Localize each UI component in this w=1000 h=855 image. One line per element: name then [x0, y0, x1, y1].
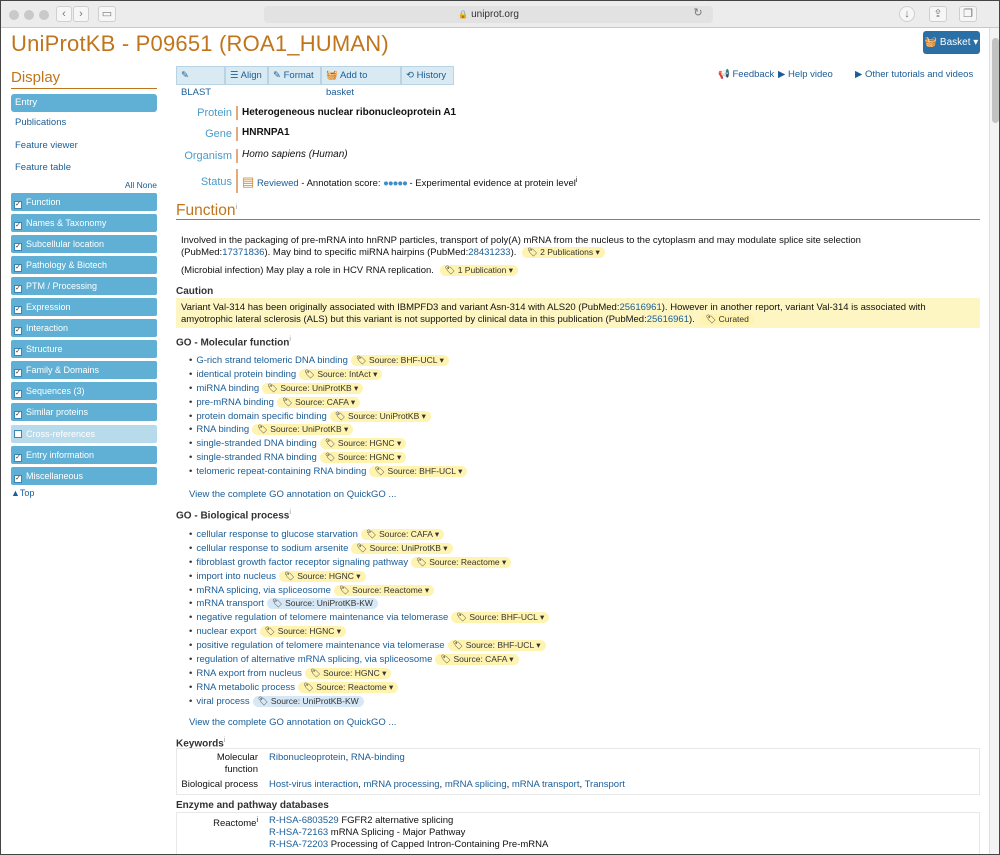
publication-pill[interactable]: 🏷 1 Publication ▾ [440, 265, 518, 276]
keywords-bp-label: Biological process [181, 779, 258, 790]
section-label: Family & Domains [26, 365, 100, 376]
evidence-source-pill[interactable] [252, 424, 353, 435]
evidence-source-pill[interactable] [277, 397, 360, 408]
feedback-link[interactable]: 📢 Feedback [718, 69, 775, 80]
checkbox-icon[interactable]: ✓ [15, 284, 21, 292]
go-term-link[interactable]: miRNA binding [196, 382, 260, 394]
evidence-source-pill[interactable] [369, 466, 467, 477]
tag-icon: 🏷 [356, 542, 370, 553]
go-term-link[interactable]: nuclear export [196, 626, 257, 638]
section-label: Sequences (3) [26, 386, 85, 397]
info-icon[interactable]: i [223, 737, 226, 744]
pubmed-link[interactable]: 28431233 [468, 247, 511, 258]
curated-pill[interactable]: 🏷 Curated [700, 314, 753, 325]
evidence-source-pill[interactable] [267, 598, 378, 609]
go-term-link[interactable]: RNA export from nucleus [196, 667, 302, 679]
go-term-link[interactable]: import into nucleus [196, 570, 277, 582]
gene-label: Gene [205, 128, 232, 140]
reactome-row: R-HSA-6803529 FGFR2 alternative splicing [269, 815, 454, 826]
tag-icon: 🏷 [440, 654, 454, 665]
checkbox-icon[interactable]: ✓ [15, 242, 21, 250]
go-term-link[interactable]: pre-mRNA binding [196, 396, 274, 408]
source-label: Source: BHF-UCL [469, 612, 538, 623]
source-label: Source: UniProtKB-KW [285, 598, 373, 609]
evidence-source-pill[interactable] [320, 452, 406, 463]
pubmed-link[interactable]: 25616961 [646, 314, 690, 325]
sidebar-toggle-button[interactable]: ▭ [98, 6, 116, 22]
section-label: Entry information [26, 449, 95, 460]
source-label: Source: IntAct [317, 368, 371, 379]
pubmed-link[interactable]: 17371836 [222, 247, 265, 258]
checkbox-icon[interactable]: ✓ [15, 411, 21, 419]
section-toggle[interactable] [11, 193, 157, 211]
status-label: Status [200, 176, 232, 188]
section-label: Subcellular location [26, 238, 105, 249]
tabs-icon[interactable]: ❐ [959, 6, 977, 22]
go-term-row [189, 528, 549, 542]
caution-text-cont: amyotrophic lateral sclerosis (ALS) but this variant is not supported by clinical data in this publication (PubMed:25616961). 🏷 Curated [181, 314, 754, 326]
reactome-label: Reactome$^i$ [213, 817, 258, 830]
checkbox-icon[interactable]: ✓ [15, 348, 21, 356]
go-mf-heading: GO - Molecular function$^i$ [176, 336, 291, 349]
sidebar [11, 69, 157, 498]
reactome-link[interactable]: R-HSA-72163 [269, 827, 329, 838]
source-label: Source: CAFA [295, 396, 349, 407]
evidence-source-pill[interactable] [451, 612, 549, 623]
format-icon: ✎ [273, 70, 281, 81]
go-term-row [189, 423, 467, 437]
go-bp-list [189, 528, 549, 709]
go-term-row [189, 354, 467, 368]
source-label: Source: UniProtKB [369, 542, 441, 553]
evidence-level: - Experimental evidence at protein level [409, 178, 576, 189]
protein-name: Heterogeneous nuclear ribonucleoprotein A1 [242, 107, 457, 118]
tag-icon: 🏷 [271, 598, 286, 609]
info-icon[interactable]: i [289, 336, 291, 343]
basket-icon: 🧺 [326, 70, 338, 81]
go-term-row [189, 396, 467, 410]
go-bp-heading: GO - Biological process$^i$ [176, 509, 291, 522]
checkbox-icon[interactable]: ✓ [15, 305, 21, 313]
checkbox-icon[interactable] [14, 430, 22, 438]
go-term-row [189, 653, 549, 667]
info-icon[interactable]: i [256, 817, 258, 824]
keyword-link[interactable]: mRNA splicing [444, 779, 507, 790]
go-term-link[interactable]: single-stranded RNA binding [196, 452, 317, 464]
source-label: Source: BHF-UCL [387, 466, 456, 477]
annotation-score-dots: ●●●●● [383, 178, 407, 189]
checkbox-icon[interactable]: ✓ [15, 390, 21, 398]
evidence-source-pill[interactable] [320, 438, 406, 449]
annotation-score-label: - Annotation score: [301, 178, 381, 189]
source-label: Source: HGNC [337, 438, 395, 449]
chevron-down-icon: ▾ [394, 438, 402, 449]
all-none-toggle[interactable]: All None [124, 179, 157, 190]
section-toggle[interactable] [11, 425, 157, 443]
section-toggle[interactable] [11, 340, 157, 358]
align-icon: ☰ [230, 70, 239, 81]
go-term-link[interactable]: mRNA splicing, via spliceosome [196, 584, 331, 596]
blast-icon: ✎ [181, 70, 189, 81]
caution-text: Variant Val-314 has been originally associated with IBMPFD3 and variant Asn-314 with ALS20 (PubMed:25616961). However in another report, variant Val-314 is associated with [181, 302, 926, 313]
tag-icon: 🏷 [264, 626, 278, 637]
close-window-button[interactable] [9, 10, 19, 20]
go-term-link[interactable]: mRNA transport [196, 598, 264, 610]
tag-icon: 🏷 [257, 424, 271, 435]
section-label: Names & Taxonomy [26, 217, 107, 228]
chevron-down-icon: ▾ [499, 556, 507, 567]
go-term-link[interactable]: regulation of alternative mRNA splicing, via spliceosome [196, 654, 433, 666]
source-label: Source: UniProtKB [270, 424, 342, 435]
evidence-source-pill[interactable] [448, 640, 546, 651]
reactome-row: R-HSA-72163 mRNA Splicing - Major Pathway [269, 827, 466, 838]
forward-button[interactable]: › [73, 6, 89, 22]
section-list [11, 193, 157, 485]
keywords-heading: Keywords$^i$ [176, 737, 226, 750]
url-text: uniprot.org [471, 9, 519, 20]
organism-label: Organism [184, 150, 232, 162]
go-term-row [189, 695, 549, 709]
section-toggle[interactable] [11, 235, 157, 253]
view-feature-viewer[interactable]: Feature viewer [15, 139, 78, 151]
pubmed-link[interactable]: 25616961 [619, 302, 662, 313]
video-icon: ▶ [778, 69, 786, 80]
blast-button[interactable]: ✎ BLAST [176, 66, 225, 85]
tag-icon: 🏷 [324, 452, 338, 463]
source-label: Source: HGNC [277, 626, 335, 637]
source-label: Source: UniProtKB-KW [270, 695, 359, 706]
lock-icon: 🔒 [458, 10, 469, 19]
evidence-source-pill[interactable] [262, 383, 363, 394]
keywords-bp-values: Host-virus interaction, mRNA processing, mRNA splicing, mRNA transport, Transport [269, 779, 625, 790]
chevron-down-icon: ▾ [341, 424, 349, 435]
quickgo-bp-link[interactable]: View the complete GO annotation on QuickGO ... [189, 717, 397, 728]
display-heading: Display [11, 69, 157, 89]
tag-icon: 🏷 [355, 355, 370, 365]
history-button[interactable]: ⟲ History [401, 66, 454, 85]
go-mf-list [189, 354, 467, 479]
evidence-source-pill[interactable] [334, 585, 434, 596]
go-term-row [189, 611, 549, 625]
function-description-cont: (PubMed:17371836). May bind to specific miRNA hairpins (PubMed:28431233). 🏷 2 Publications ▾ [181, 247, 605, 259]
arrow-up-icon: ▲ [11, 487, 20, 498]
checkbox-icon[interactable]: ✓ [15, 221, 21, 229]
chevron-down-icon: ▾ [394, 452, 402, 463]
go-term-link[interactable]: cellular response to sodium arsenite [196, 542, 349, 554]
chevron-down-icon: ▾ [334, 626, 342, 637]
evidence-source-pill[interactable] [330, 411, 431, 422]
tag-icon: 🏷 [284, 570, 298, 581]
divider [236, 106, 238, 120]
section-label: Miscellaneous [26, 470, 84, 481]
add-to-basket-button[interactable]: 🧺 Add to basket [321, 66, 401, 85]
go-term-link[interactable]: fibroblast growth factor receptor signaling pathway [196, 556, 409, 568]
history-icon: ⟲ [406, 70, 414, 81]
scrollbar[interactable] [989, 28, 1000, 855]
tag-icon: 🏷 [365, 529, 380, 539]
source-label: Source: BHF-UCL [465, 640, 534, 651]
reactome-link[interactable]: R-HSA-6803529 [269, 815, 339, 826]
info-icon[interactable]: i [235, 203, 238, 211]
tag-icon: 🏷 [334, 410, 348, 421]
reactome-row: R-HSA-72203 Processing of Capped Intron-Containing Pre-mRNA [269, 839, 549, 850]
back-to-top-link[interactable]: ▲Top [11, 487, 35, 498]
keyword-link[interactable]: RNA-binding [350, 752, 405, 763]
tag-icon: 🏷 [281, 396, 296, 407]
chevron-down-icon: ▾ [386, 681, 394, 692]
source-label: Source: Reactome [429, 556, 500, 567]
go-term-row [189, 465, 467, 479]
go-term-row [189, 437, 467, 451]
chevron-down-icon: ▾ [537, 612, 545, 623]
tag-icon: 🏷 [267, 382, 281, 393]
go-term-link[interactable]: identical protein binding [196, 368, 297, 380]
chevron-down-icon: ▾ [437, 355, 444, 365]
format-button[interactable]: ✎ Format [268, 66, 321, 85]
source-label: Source: UniProtKB [347, 410, 420, 421]
page [1, 28, 989, 855]
section-toggle[interactable] [11, 298, 157, 316]
browser-toolbar [1, 1, 1000, 28]
evidence-source-pill[interactable] [351, 543, 452, 554]
source-label: Source: HGNC [337, 452, 395, 463]
gene-name: HNRNPA1 [242, 127, 290, 138]
keyword-link[interactable]: mRNA transport [511, 779, 580, 790]
go-term-link[interactable]: cellular response to glucose starvation [196, 529, 358, 540]
checkbox-icon[interactable]: ✓ [15, 474, 21, 482]
evidence-source-pill[interactable] [279, 571, 365, 582]
view-entry[interactable]: Entry [11, 94, 157, 112]
basket-button[interactable]: 🧺 Basket ▾ [923, 31, 980, 54]
divider [236, 127, 238, 141]
go-term-link[interactable]: single-stranded DNA binding [196, 438, 317, 450]
quickgo-mf-link[interactable]: View the complete GO annotation on QuickGO ... [189, 489, 397, 500]
keywords-mf-values: Ribonucleoprotein, RNA-binding [269, 752, 405, 763]
chevron-down-icon: ▾ [432, 529, 440, 539]
back-button[interactable]: ‹ [56, 6, 72, 22]
source-label: Source: BHF-UCL [369, 355, 438, 365]
reactome-link[interactable]: R-HSA-72203 [269, 839, 329, 850]
function-heading: Function$^i$ [176, 202, 238, 219]
tag-icon: 🏷 [257, 695, 271, 706]
keyword-link[interactable]: mRNA processing [363, 779, 440, 790]
section-label: Function [26, 196, 61, 207]
go-term-row [189, 382, 467, 396]
source-label: Source: HGNC [323, 667, 380, 678]
tag-icon: 🏷 [374, 466, 388, 477]
status-line [242, 174, 577, 190]
evidence-source-pill[interactable] [298, 682, 398, 693]
source-label: Source: Reactome [352, 584, 423, 595]
tag-icon: 🏷 [324, 438, 338, 449]
section-toggle[interactable] [11, 256, 157, 274]
help-video-link[interactable]: ▶ Help video [778, 69, 833, 80]
section-label: Expression [26, 301, 71, 312]
section-toggle[interactable] [11, 446, 157, 464]
evidence-source-pill[interactable] [411, 557, 511, 568]
basket-icon: 🧺 [924, 37, 940, 48]
go-term-link[interactable]: negative regulation of telomere maintenance via telomerase [196, 612, 449, 624]
section-toggle[interactable] [11, 403, 157, 421]
info-icon[interactable]: i [289, 509, 291, 516]
section-label: PTM / Processing [26, 280, 98, 291]
section-toggle[interactable] [11, 277, 157, 295]
section-toggle[interactable] [11, 214, 157, 232]
go-term-row [189, 451, 467, 465]
go-term-link[interactable]: RNA metabolic process [196, 681, 296, 693]
share-icon[interactable]: ⇪ [929, 6, 947, 22]
go-term-row [189, 570, 549, 584]
caution-heading: Caution [176, 286, 214, 297]
chevron-down-icon: ▾ [533, 640, 541, 651]
chevron-down-icon: ▾ [370, 368, 378, 379]
tag-icon: 🏷 [303, 681, 317, 692]
checkbox-icon[interactable]: ✓ [15, 263, 21, 271]
evidence-source-pill[interactable] [361, 529, 444, 540]
checkbox-icon[interactable]: ✓ [15, 369, 21, 377]
go-term-link[interactable]: RNA binding [196, 424, 250, 436]
go-term-row [189, 597, 549, 611]
go-term-row [189, 410, 467, 424]
tag-icon: 🏷 [452, 640, 466, 651]
divider [236, 149, 238, 163]
chevron-down-icon: ▾ [455, 466, 463, 477]
address-bar[interactable] [264, 6, 713, 23]
go-term-row [189, 368, 467, 382]
publications-pill[interactable]: 🏷 2 Publications ▾ [522, 247, 605, 258]
section-label: Interaction [26, 323, 69, 334]
minimize-window-button[interactable] [24, 10, 34, 20]
chevron-down-icon: ▾ [351, 382, 359, 393]
divider [236, 169, 238, 193]
section-toggle[interactable] [11, 382, 157, 400]
align-button[interactable]: ☰ Align [225, 66, 268, 85]
chevron-down-icon: ▾ [353, 570, 361, 581]
section-label: Similar proteins [26, 407, 89, 418]
reload-icon[interactable]: ↻ [693, 7, 703, 19]
go-term-link[interactable]: viral process [196, 695, 250, 707]
checkbox-icon[interactable]: ✓ [15, 453, 21, 461]
tag-icon: 🏷 [304, 368, 318, 379]
go-term-row [189, 625, 549, 639]
chevron-down-icon: ▾ [440, 542, 448, 553]
microbial-infection-text: (Microbial infection) May play a role in HCV RNA replication. 🏷 1 Publication ▾ [181, 265, 518, 277]
evidence-source-pill[interactable] [435, 654, 518, 665]
downloads-icon[interactable]: ↓ [899, 6, 915, 22]
chevron-down-icon: ▾ [348, 396, 356, 407]
reviewed-link[interactable]: Reviewed [256, 178, 299, 189]
view-publications[interactable]: Publications [15, 117, 67, 128]
scrollbar-thumb[interactable] [992, 38, 999, 123]
evidence-source-pill[interactable] [260, 626, 346, 637]
go-term-row [189, 542, 549, 556]
video-icon: ▶ [855, 69, 863, 80]
source-label: Source: UniProtKB [280, 382, 352, 393]
reviewed-icon: ▤ [242, 174, 255, 189]
function-description: Involved in the packaging of pre-mRNA into hnRNP particles, transport of poly(A) mRNA from the nucleus to the cytoplasm and may modulate splice site selection [181, 235, 861, 246]
go-term-row [189, 584, 549, 598]
source-label: Source: CAFA [453, 654, 507, 665]
go-term-row [189, 556, 549, 570]
source-label: Source: HGNC [297, 570, 354, 581]
checkbox-icon[interactable]: ✓ [15, 327, 21, 335]
keywords-mf-label: Molecular function [216, 752, 258, 775]
chevron-down-icon: ▾ [419, 410, 426, 421]
tag-icon: 🏷 [456, 612, 470, 623]
go-term-link[interactable]: protein domain specific binding [196, 410, 327, 422]
protein-label: Protein [197, 107, 232, 119]
tag-icon: 🏷 [309, 667, 324, 678]
section-label: Pathology & Biotech [26, 259, 108, 270]
section-label: Cross-references [26, 428, 96, 439]
source-label: Source: CAFA [379, 529, 433, 539]
zoom-window-button[interactable] [39, 10, 49, 20]
section-divider [176, 219, 980, 220]
evidence-source-pill[interactable] [351, 355, 449, 366]
chevron-down-icon: ▾ [506, 654, 514, 665]
section-label: Structure [26, 344, 63, 355]
other-tutorials-link[interactable]: ▶ Other tutorials and videos [855, 69, 974, 80]
evidence-source-pill[interactable] [253, 696, 364, 707]
go-term-link[interactable]: positive regulation of telomere maintenance via telomerase [196, 640, 445, 652]
tag-icon: 🏷 [338, 584, 353, 595]
info-icon[interactable]: i [575, 176, 578, 184]
chevron-down-icon: ▾ [379, 667, 387, 678]
go-term-row [189, 639, 549, 653]
view-feature-table[interactable]: Feature table [15, 162, 71, 173]
go-term-row [189, 681, 549, 695]
source-label: Source: Reactome [316, 681, 387, 692]
go-term-row [189, 667, 549, 681]
tag-icon: 🏷 [416, 556, 430, 567]
page-title: UniProtKB - P09651 (ROA1_HUMAN) [11, 31, 389, 56]
keyword-link[interactable]: Ribonucleoprotein [269, 752, 346, 763]
megaphone-icon: 📢 [718, 69, 730, 80]
keyword-link[interactable]: Transport [584, 779, 625, 790]
section-toggle[interactable] [11, 467, 157, 485]
section-toggle[interactable] [11, 361, 157, 379]
keyword-link[interactable]: Host-virus interaction [269, 779, 359, 790]
section-toggle[interactable] [11, 319, 157, 337]
organism-name: Homo sapiens (Human) [242, 149, 348, 160]
enzyme-pathway-heading: Enzyme and pathway databases [176, 800, 329, 811]
go-term-link[interactable]: G-rich strand telomeric DNA binding [196, 355, 348, 366]
checkbox-icon[interactable]: ✓ [15, 200, 21, 208]
chevron-down-icon: ▾ [422, 584, 430, 595]
go-term-link[interactable]: telomeric repeat-containing RNA binding [196, 466, 367, 478]
evidence-source-pill[interactable] [299, 369, 382, 380]
evidence-source-pill[interactable] [305, 668, 391, 679]
